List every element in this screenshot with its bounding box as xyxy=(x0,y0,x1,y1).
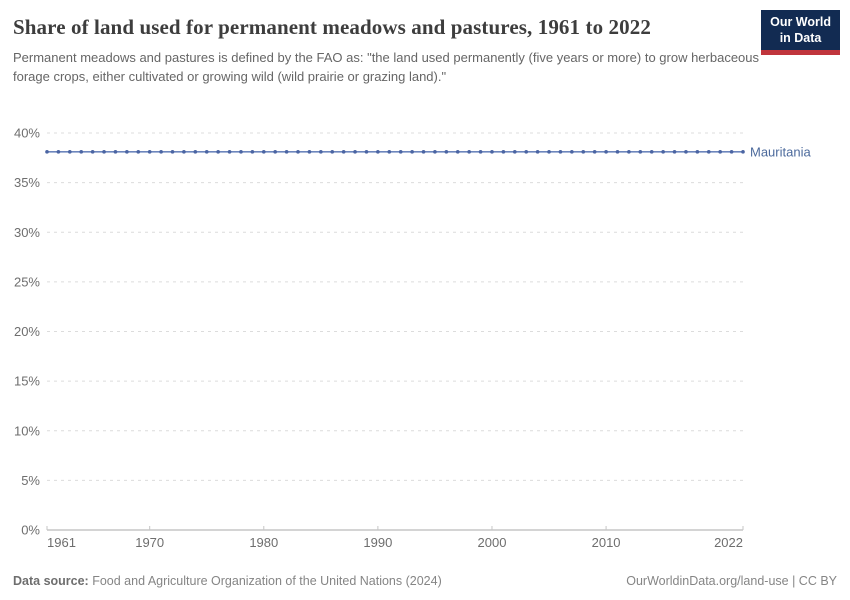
x-tick-label: 1961 xyxy=(47,535,76,550)
data-point xyxy=(639,150,643,154)
y-tick-label: 25% xyxy=(13,274,40,290)
y-tick-label: 30% xyxy=(13,224,40,240)
data-point xyxy=(410,150,414,154)
data-point xyxy=(536,150,540,154)
data-point xyxy=(524,150,528,154)
x-tick-label: 2000 xyxy=(477,535,507,550)
data-source-text: Food and Agriculture Organization of the United Nations (2024) xyxy=(92,574,442,588)
data-point xyxy=(262,150,266,154)
data-point xyxy=(376,150,380,154)
x-tick-label: 2010 xyxy=(591,535,621,550)
data-point xyxy=(228,150,232,154)
data-point xyxy=(216,150,220,154)
data-point xyxy=(718,150,722,154)
data-point xyxy=(730,150,734,154)
y-tick-label: 5% xyxy=(21,472,40,488)
data-point xyxy=(171,150,175,154)
data-source xyxy=(13,574,442,588)
data-point xyxy=(68,150,72,154)
data-point xyxy=(650,150,654,154)
x-tick-label: 1980 xyxy=(249,535,279,550)
data-point xyxy=(114,150,118,154)
data-point xyxy=(673,150,677,154)
y-tick-label: 40% xyxy=(13,125,40,141)
data-point xyxy=(467,150,471,154)
data-point xyxy=(91,150,95,154)
data-point xyxy=(125,150,129,154)
chart-area xyxy=(0,120,850,570)
data-point xyxy=(445,150,449,154)
y-tick-label: 0% xyxy=(21,522,40,538)
y-tick-label: 15% xyxy=(13,373,40,389)
credit-link[interactable]: OurWorldinData.org/land-use | CC BY xyxy=(626,574,837,588)
chart-footer xyxy=(13,574,837,588)
data-point xyxy=(456,150,460,154)
data-point xyxy=(593,150,597,154)
data-point xyxy=(604,150,608,154)
chart-title: Share of land used for permanent meadows and pastures, 1961 to 2022 xyxy=(13,15,651,39)
data-point xyxy=(741,150,745,154)
owid-logo-line1: Our World xyxy=(770,15,831,29)
data-point xyxy=(433,150,437,154)
chart-subtitle: Permanent meadows and pastures is defined by the FAO as: "the land used permanently (five years or more) to grow herbaceous forage crops, either cultivated or growing wild (wild prairie or grazing land)." xyxy=(13,50,760,85)
data-point xyxy=(559,150,563,154)
data-point xyxy=(285,150,289,154)
data-point xyxy=(194,150,198,154)
data-point xyxy=(182,150,186,154)
data-point xyxy=(581,150,585,154)
x-tick-label: 1990 xyxy=(363,535,393,550)
y-tick-label: 20% xyxy=(13,324,40,339)
data-point xyxy=(661,150,665,154)
owid-logo xyxy=(761,10,840,55)
data-point xyxy=(547,150,551,154)
data-source-label: Data source: xyxy=(13,574,89,588)
data-point xyxy=(479,150,483,154)
data-point xyxy=(513,150,517,154)
data-point xyxy=(102,150,106,154)
data-point xyxy=(159,150,163,154)
series-label[interactable]: Mauritania xyxy=(750,144,811,160)
data-point xyxy=(696,150,700,154)
y-tick-label: 35% xyxy=(13,175,40,191)
data-point xyxy=(422,150,426,154)
data-point xyxy=(353,150,357,154)
data-point xyxy=(627,150,631,154)
data-point xyxy=(399,150,403,154)
data-point xyxy=(330,150,334,154)
data-point xyxy=(205,150,209,154)
data-point xyxy=(45,150,49,154)
data-point xyxy=(365,150,369,154)
data-point xyxy=(319,150,323,154)
y-tick-label: 10% xyxy=(13,423,40,439)
data-point xyxy=(342,150,346,154)
data-point xyxy=(387,150,391,154)
data-point xyxy=(251,150,255,154)
data-point xyxy=(296,150,300,154)
x-tick-label: 1970 xyxy=(135,535,165,550)
x-tick-label: 2022 xyxy=(714,535,743,550)
data-point xyxy=(570,150,574,154)
data-point xyxy=(148,150,152,154)
data-point xyxy=(239,150,243,154)
line-chart-canvas xyxy=(0,120,850,565)
data-point xyxy=(490,150,494,154)
data-point xyxy=(707,150,711,154)
data-point xyxy=(57,150,61,154)
owid-logo-line2: in Data xyxy=(779,30,822,45)
data-point xyxy=(273,150,277,154)
data-point xyxy=(502,150,506,154)
data-point xyxy=(684,150,688,154)
data-point xyxy=(308,150,312,154)
data-point xyxy=(136,150,140,154)
chart-header xyxy=(0,0,850,87)
data-point xyxy=(79,150,83,154)
data-point xyxy=(616,150,620,154)
